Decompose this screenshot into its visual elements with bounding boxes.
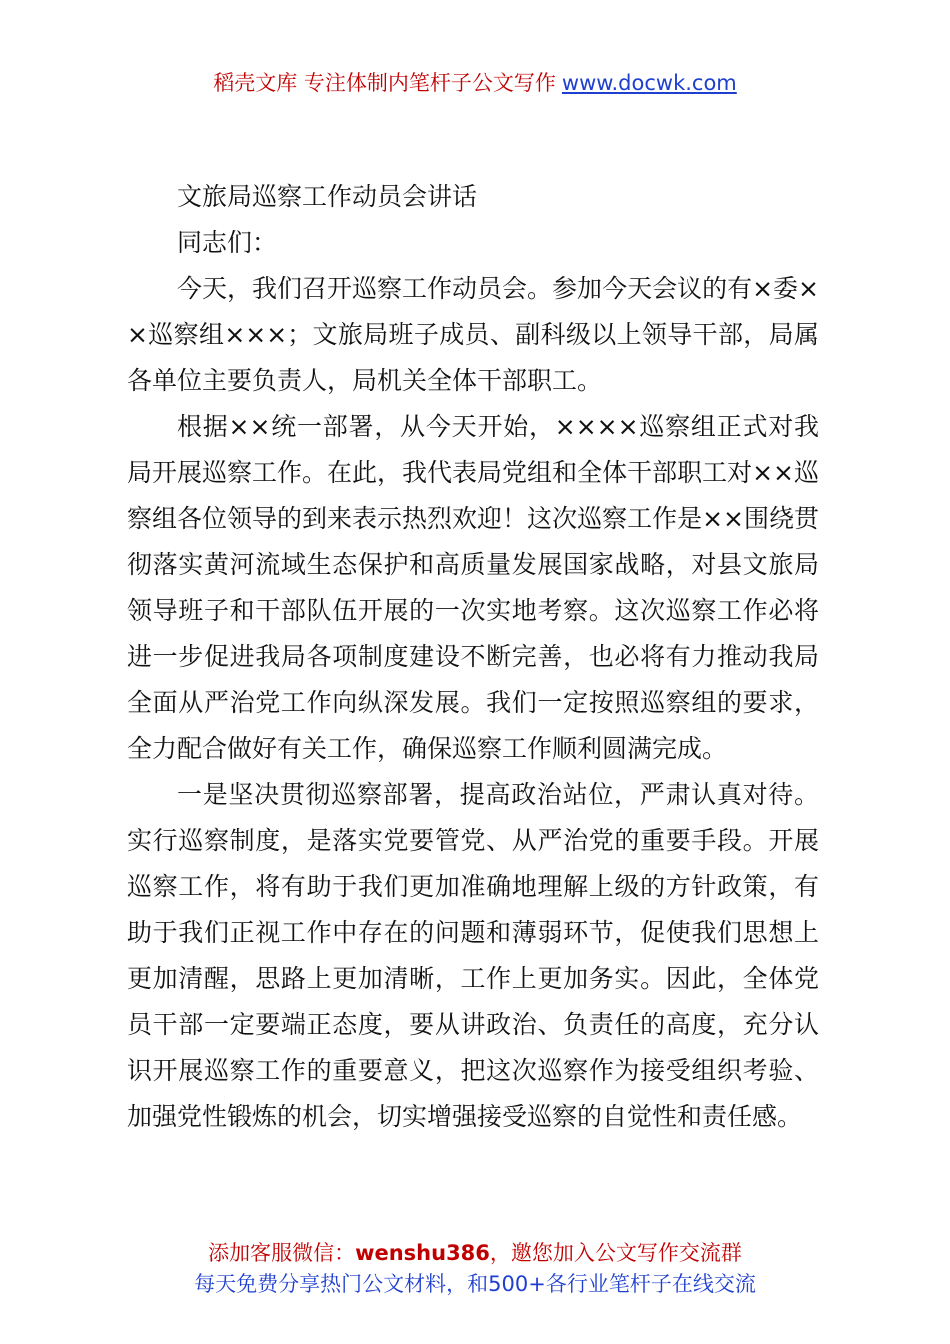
header-url-link[interactable]: www.docwk.com [561, 71, 737, 95]
document-paragraph: 根据××统一部署，从今天开始，××××巡察组正式对我局开展巡察工作。在此，我代表局党组和全体干部职工对××巡察组各位领导的到来表示热烈欢迎！这次巡察工作是××围绕贯彻落实黄河流域生态保护和高质量发展国家战略，对县文旅局领导班子和干部队伍开展的一次实地考察。这次巡察工作必将进一步促进我局各项制度建设不断完善，也必将有力推动我局全面从严治党工作向纵深发展。我们一定按照巡察组的要求，全力配合做好有关工作，确保巡察工作顺利圆满完成。 [127, 412, 819, 763]
document-salutation: 同志们： [177, 228, 278, 257]
header-brand-text: 稻壳文库 专注体制内笔杆子公文写作 [213, 71, 556, 95]
footer-wechat-id: wenshu386 [355, 1241, 490, 1265]
page-header [0, 68, 950, 98]
footer-contact-prefix: 添加客服微信： [208, 1241, 356, 1265]
document-paragraph: 今天，我们召开巡察工作动员会。参加今天会议的有×委××巡察组×××；文旅局班子成员、副科级以上领导干部，局属各单位主要负责人，局机关全体干部职工。 [127, 274, 819, 395]
footer-contact-line [0, 1238, 950, 1269]
footer-contact-suffix: ，邀您加入公文写作交流群 [489, 1241, 742, 1265]
document-body [127, 174, 819, 1140]
document-paragraph: 一是坚决贯彻巡察部署，提高政治站位，严肃认真对待。实行巡察制度，是落实党要管党、从严治党的重要手段。开展巡察工作，将有助于我们更加准确地理解上级的方针政策，有助于我们正视工作中存在的问题和薄弱环节，促使我们思想上更加清醒，思路上更加清晰，工作上更加务实。因此，全体党员干部一定要端正态度，要从讲政治、负责任的高度，充分认识开展巡察工作的重要意义，把这次巡察作为接受组织考验、加强党性锻炼的机会，切实增强接受巡察的自觉性和责任感。 [127, 780, 819, 1131]
document-title: 文旅局巡察工作动员会讲话 [177, 182, 478, 211]
page-footer [0, 1238, 950, 1300]
footer-share-line: 每天免费分享热门公文材料，和500+各行业笔杆子在线交流 [194, 1272, 756, 1296]
